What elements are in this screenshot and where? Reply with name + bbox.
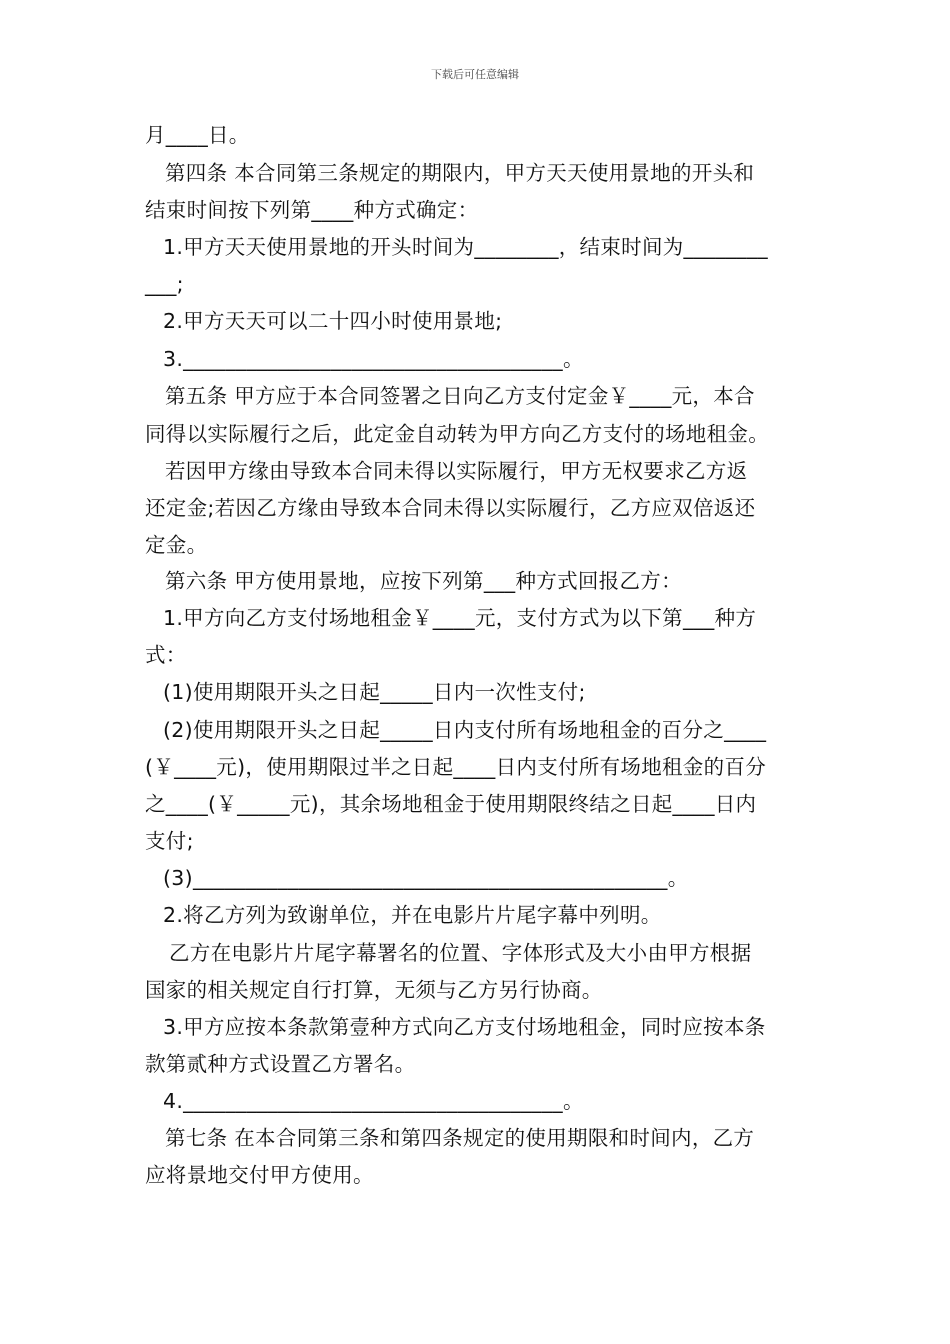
text-line: 第六条 甲方使用景地，应按下列第___种方式回报乙方： (165, 569, 682, 593)
text-line: ___; (145, 272, 184, 296)
text-line: 结束时间按下列第____种方式确定： (145, 198, 479, 222)
page-header: 下载后可任意编辑 (431, 68, 519, 81)
text-line: 第五条 甲方应于本合同签署之日向乙方支付定金￥____元，本合 (165, 384, 755, 408)
text-line: 4.____________________________________。 (163, 1089, 584, 1113)
text-line: 款第贰种方式设置乙方署名。 (145, 1052, 416, 1076)
text-line: 第四条 本合同第三条规定的期限内，甲方天天使用景地的开头和 (165, 161, 755, 185)
text-line: 1.甲方天天使用景地的开头时间为________，结束时间为________ (163, 235, 768, 259)
text-line: (1)使用期限开头之日起_____日内一次性支付; (163, 680, 586, 704)
text-line: 同得以实际履行之后，此定金自动转为甲方向乙方支付的场地租金。 (145, 422, 769, 446)
text-line: 第七条 在本合同第三条和第四条规定的使用期限和时间内，乙方 (165, 1126, 755, 1150)
text-line: 3.____________________________________。 (163, 347, 584, 371)
text-line: 2.将乙方列为致谢单位，并在电影片片尾字幕中列明。 (163, 903, 662, 927)
text-line: 若因甲方缘由导致本合同未得以实际履行，甲方无权要求乙方返 (165, 459, 748, 483)
text-line: 乙方在电影片片尾字幕署名的位置、字体形式及大小由甲方根据 (169, 941, 752, 965)
text-line: 3.甲方应按本条款第壹种方式向乙方支付场地租金，同时应按本条 (163, 1015, 766, 1039)
text-line: 1.甲方向乙方支付场地租金￥____元，支付方式为以下第___种方 (163, 606, 757, 630)
text-line: 还定金;若因乙方缘由导致本合同未得以实际履行，乙方应双倍返还 (145, 496, 756, 520)
text-line: 式： (145, 643, 187, 667)
text-line: 国家的相关规定自行打算，无须与乙方另行协商。 (145, 978, 603, 1002)
text-line: 应将景地交付甲方使用。 (145, 1163, 374, 1187)
text-line: 定金。 (145, 533, 208, 557)
text-line: (￥____元)，使用期限过半之日起____日内支付所有场地租金的百分 (145, 755, 766, 779)
text-line: (3)_____________________________________________。 (163, 866, 689, 890)
text-line: 月____日。 (145, 123, 250, 147)
text-line: 2.甲方天天可以二十四小时使用景地; (163, 309, 503, 333)
text-line: 之____(￥_____元)，其余场地租金于使用期限终结之日起____日内 (145, 792, 757, 816)
text-line: (2)使用期限开头之日起_____日内支付所有场地租金的百分之____ (163, 718, 767, 742)
text-line: 支付; (145, 829, 194, 853)
